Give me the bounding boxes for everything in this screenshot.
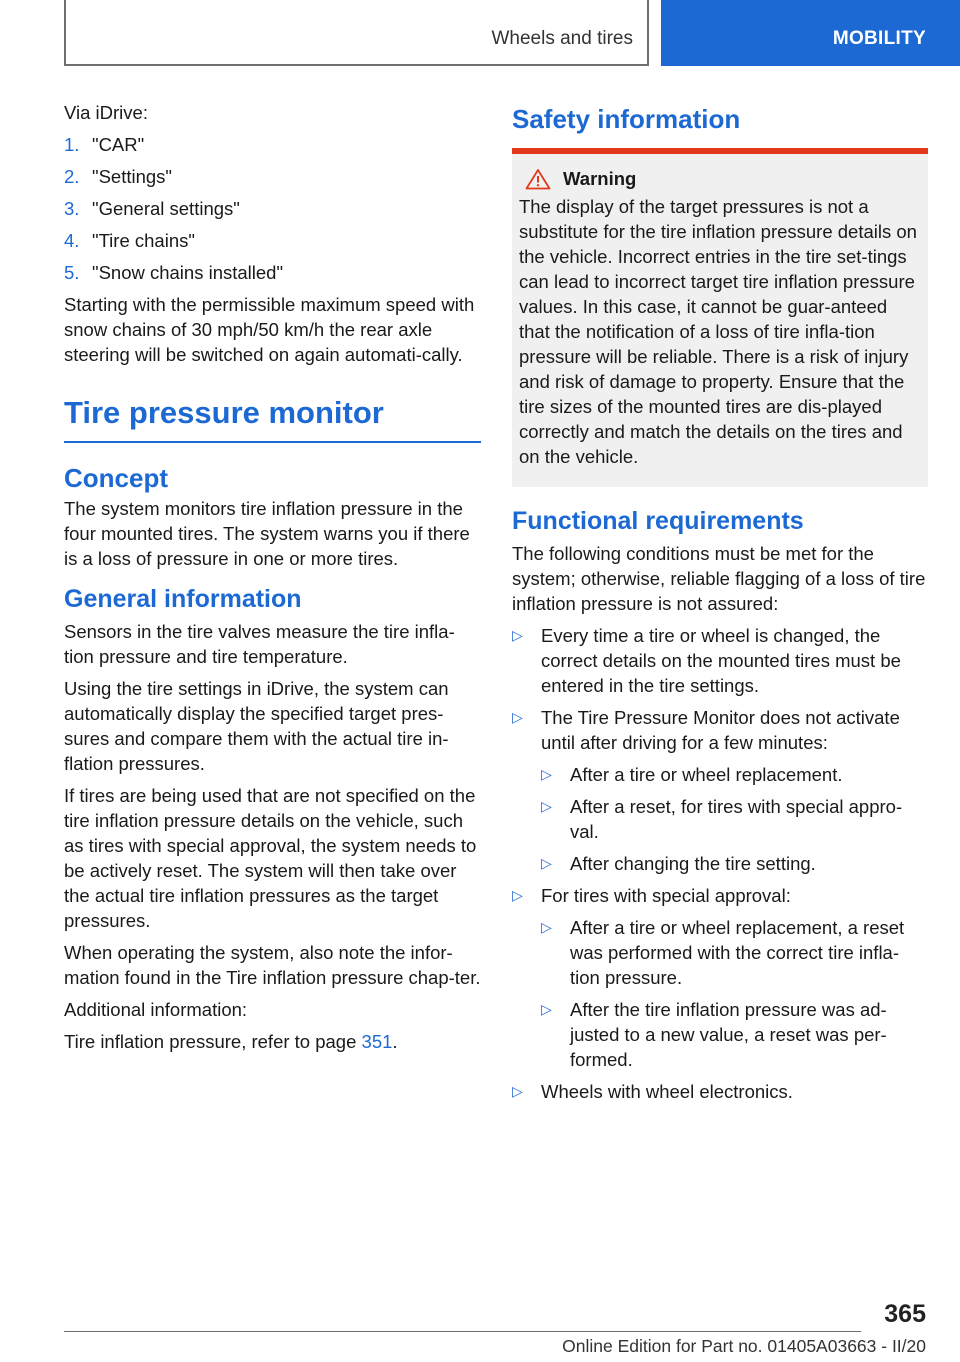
- footer-edition: Online Edition for Part no. 01405A03663 - II/20: [562, 1336, 926, 1356]
- bullet-triangle-icon: ▷: [541, 1001, 552, 1017]
- general-info-p2: Using the tire settings in iDrive, the system can automatically display the specified target pres‐sures and compare them with the actual tire in‐flation pressures.: [64, 678, 449, 774]
- warning-text: The display of the target pressures is not a substitute for the tire inflation pressure details on the vehicle. Incorrect entries in the tire set‐tings can lead to incorrect target tire inflation pressure values. In this case, it cannot be guar‐anteed that the notification of a loss of tire infla‐tion pressure will be reliable. There is a risk of injury and risk of damage to property. Ensure that the tire sizes of the mounted tires are dis‐played correctly and match the details on the tires and on the vehicle.: [519, 196, 917, 467]
- bullet-triangle-icon: ▷: [541, 855, 552, 871]
- step-item: 2. "Settings": [64, 166, 172, 187]
- step-item: 4. "Tire chains": [64, 230, 195, 251]
- bullet-triangle-icon: ▷: [512, 709, 523, 725]
- warning-header: [525, 168, 921, 190]
- rear-axle-note: Starting with the permissible maximum speed with snow chains of 30 mph/50 km/h the rear axle steering will be switched on again automati‐cally.: [64, 294, 475, 365]
- header-section-box: [64, 0, 649, 66]
- bullet-triangle-icon: ▷: [512, 1083, 523, 1099]
- tire-pressure-monitor-heading: Tire pressure monitor: [64, 393, 481, 443]
- idrive-steps: [64, 132, 481, 285]
- safety-info-heading: Safety information: [512, 100, 928, 154]
- left-column: [64, 100, 481, 1061]
- general-info-p4: When operating the system, also note the infor‐mation found in the Tire inflation pressure chap‐ter.: [64, 942, 481, 988]
- step-item: 3. "General settings": [64, 198, 240, 219]
- general-info-p3: If tires are being used that are not specified on the tire inflation pressure details on the vehicle, such as tires with special approval, the system needs to be actively reset. The system will then take over the actual tire inflation pressures as the target pressures.: [64, 785, 477, 931]
- list-item: ▷ After a tire or wheel replacement, a reset was performed with the correct tire infla‐tion pressure.: [541, 917, 905, 988]
- footer-divider: [64, 1331, 861, 1332]
- list-item: ▷ After the tire inflation pressure was ad‐justed to a new value, a reset was per‐formed.: [541, 999, 887, 1070]
- additional-info: Additional information:: [64, 999, 248, 1020]
- list-item: ▷ Every time a tire or wheel is changed, the correct details on the mounted tires must be entered in the tire settings.: [512, 625, 901, 696]
- list-item: ▷ For tires with special approval: ▷ After a tire or wheel replacement, a reset was performed with the correct tire infla‐tion pressure. ▷ After the tire inflation pressure was ad‐justed to a new value, a reset was per‐formed.: [512, 883, 928, 1072]
- bullet-triangle-icon: ▷: [541, 798, 552, 814]
- bullet-triangle-icon: ▷: [541, 766, 552, 782]
- header-section-title: Wheels and tires: [491, 28, 633, 49]
- page-number: 365: [884, 1300, 926, 1328]
- step-item: 1. "CAR": [64, 134, 145, 155]
- header-chapter-box: [661, 0, 960, 66]
- list-item: ▷ The Tire Pressure Monitor does not activate until after driving for a few minutes: ▷ After a tire or wheel replacement. ▷ After a reset, for tires with special appro‐val. ▷ After changing the tire setting.: [512, 705, 928, 876]
- general-info-heading: General information: [64, 585, 302, 613]
- step-item: 5. "Snow chains installed": [64, 262, 284, 283]
- concept-text: The system monitors tire inflation pressure in the four mounted tires. The system warns you if there is a loss of pressure in one or more tires.: [64, 498, 470, 569]
- list-item: ▷ Wheels with wheel electronics.: [512, 1081, 793, 1102]
- header-chapter-title: MOBILITY: [832, 28, 926, 49]
- bullet-triangle-icon: ▷: [512, 627, 523, 643]
- idrive-intro: Via iDrive:: [64, 102, 148, 123]
- list-item: ▷ After a reset, for tires with special appro‐val.: [541, 796, 903, 842]
- page-reference: Tire inflation pressure, refer to page 351.: [64, 1031, 398, 1052]
- functional-intro: The following conditions must be met for the system; otherwise, reliable flagging of a loss of tire inflation pressure is not assured:: [512, 543, 926, 614]
- bullet-triangle-icon: ▷: [541, 919, 552, 935]
- general-info-p1: Sensors in the tire valves measure the tire infla‐tion pressure and tire temperature.: [64, 621, 455, 667]
- warning-triangle-icon: [525, 168, 551, 190]
- warning-box: [512, 154, 928, 487]
- concept-heading: Concept: [64, 463, 168, 493]
- sub-list: [541, 915, 928, 1072]
- requirements-list: [512, 623, 928, 1104]
- list-item: ▷ After a tire or wheel replacement.: [541, 764, 843, 785]
- functional-requirements-heading: Functional requirements: [512, 507, 804, 535]
- right-column: [512, 100, 928, 1111]
- list-item: ▷ After changing the tire setting.: [541, 853, 816, 874]
- page-link[interactable]: 351: [361, 1031, 393, 1052]
- bullet-triangle-icon: ▷: [512, 887, 523, 903]
- warning-label: Warning: [563, 168, 637, 189]
- sub-list: [541, 762, 928, 876]
